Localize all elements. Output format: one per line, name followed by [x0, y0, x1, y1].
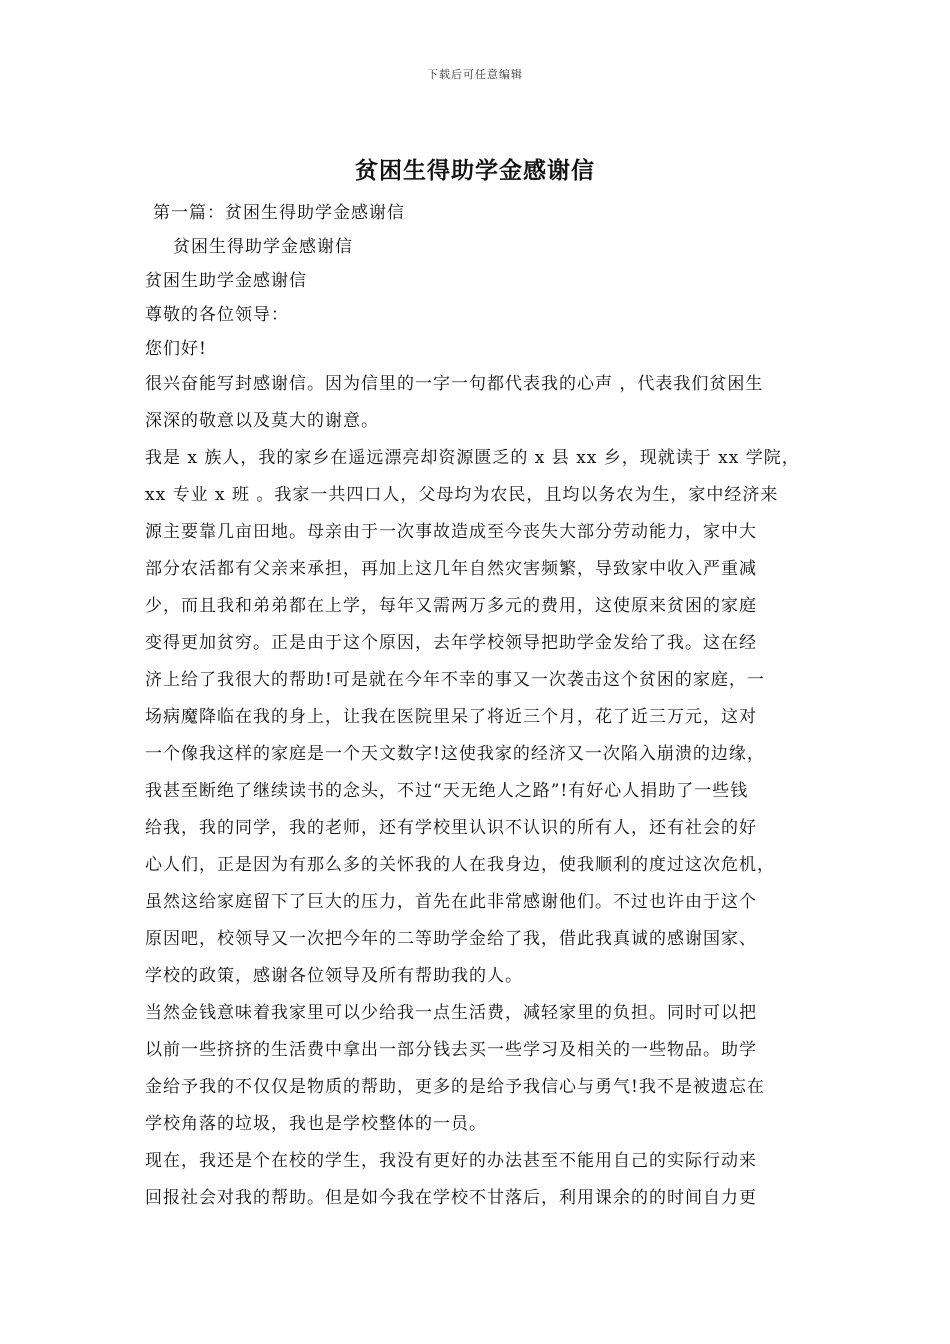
body-line: 现在，我还是个在校的学生，我没有更好的办法甚至不能用自己的实际行动来: [145, 1151, 757, 1171]
body-line: 以前一些挤挤的生活费中拿出一部分钱去买一些学习及相关的一些物品。助学: [145, 1040, 757, 1060]
body-line: 我是 x 族人，我的家乡在遥远漂亮却资源匮乏的 x 县 xx 乡，现就读于 xx 学院，: [145, 448, 800, 468]
body-line: 原因吧，校领导又一次把今年的二等助学金给了我，借此我真诚的感谢国家、: [145, 929, 757, 949]
body-line: 少，而且我和弟弟都在上学，每年又需两万多元的费用，这使原来贫困的家庭: [145, 596, 757, 616]
body-line: 当然金钱意味着我家里可以少给我一点生活费，减轻家里的负担。同时可以把: [145, 1003, 757, 1023]
body-line: 虽然这给家庭留下了巨大的压力，首先在此非常感谢他们。不过也许由于这个: [145, 892, 757, 912]
header-note: 下载后可任意编辑: [427, 68, 523, 81]
body-line: 济上给了我很大的帮助!可是就在今年不幸的事又一次袭击这个贫困的家庭，一: [145, 670, 765, 690]
body-line: 回报社会对我的帮助。但是如今我在学校不甘落后，利用课余的的时间自力更: [145, 1188, 757, 1208]
body-line: 部分农活都有父亲来承担，再加上这几年自然灾害频繁，导致家中收入严重减: [145, 559, 757, 579]
body-line: 很兴奋能写封感谢信。因为信里的一字一句都代表我的心声 ，代表我们贫困生: [145, 374, 764, 394]
body-line: 场病魔降临在我的身上，让我在医院里呆了将近三个月，花了近三万元，这对: [145, 707, 757, 727]
document-body: [145, 196, 815, 1217]
section-heading: 第一篇：贫困生得助学金感谢信: [153, 203, 405, 223]
body-line: 我甚至断绝了继续读书的念头，不过“天无绝人之路”!有好心人捐助了一些钱: [145, 781, 749, 801]
body-line: 变得更加贫穷。正是由于这个原因，去年学校领导把助学金发给了我。这在经: [145, 633, 757, 653]
body-line: xx 专业 x 班 。我家一共四口人，父母均为农民，且均以务农为生，家中经济来: [145, 485, 779, 505]
body-line: 一个像我这样的家庭是一个天文数字!这使我家的经济又一次陷入崩溃的边缘，: [145, 744, 765, 764]
greeting: 您们好!: [145, 339, 207, 359]
body-line: 学校角落的垃圾，我也是学校整体的一员。: [145, 1114, 487, 1134]
body-line: 心人们，正是因为有那么多的关怀我的人在我身边，使我顺利的度过这次危机，: [145, 855, 775, 875]
body-line: 金给予我的不仅仅是物质的帮助，更多的是给予我信心与勇气!我不是被遗忘在: [145, 1077, 765, 1097]
body-line: 源主要靠几亩田地。母亲由于一次事故造成至今丧失大部分劳动能力，家中大: [145, 522, 757, 542]
salutation: 尊敬的各位领导：: [145, 305, 289, 325]
body-line: 深深的敬意以及莫大的谢意。: [145, 411, 379, 431]
document-title: 贫困生得助学金感谢信: [355, 157, 595, 184]
subheading: 贫困生得助学金感谢信: [173, 237, 353, 257]
letter-title: 贫困生助学金感谢信: [145, 271, 307, 291]
body-line: 学校的政策，感谢各位领导及所有帮助我的人。: [145, 966, 523, 986]
body-line: 给我，我的同学，我的老师，还有学校里认识不认识的所有人，还有社会的好: [145, 818, 757, 838]
